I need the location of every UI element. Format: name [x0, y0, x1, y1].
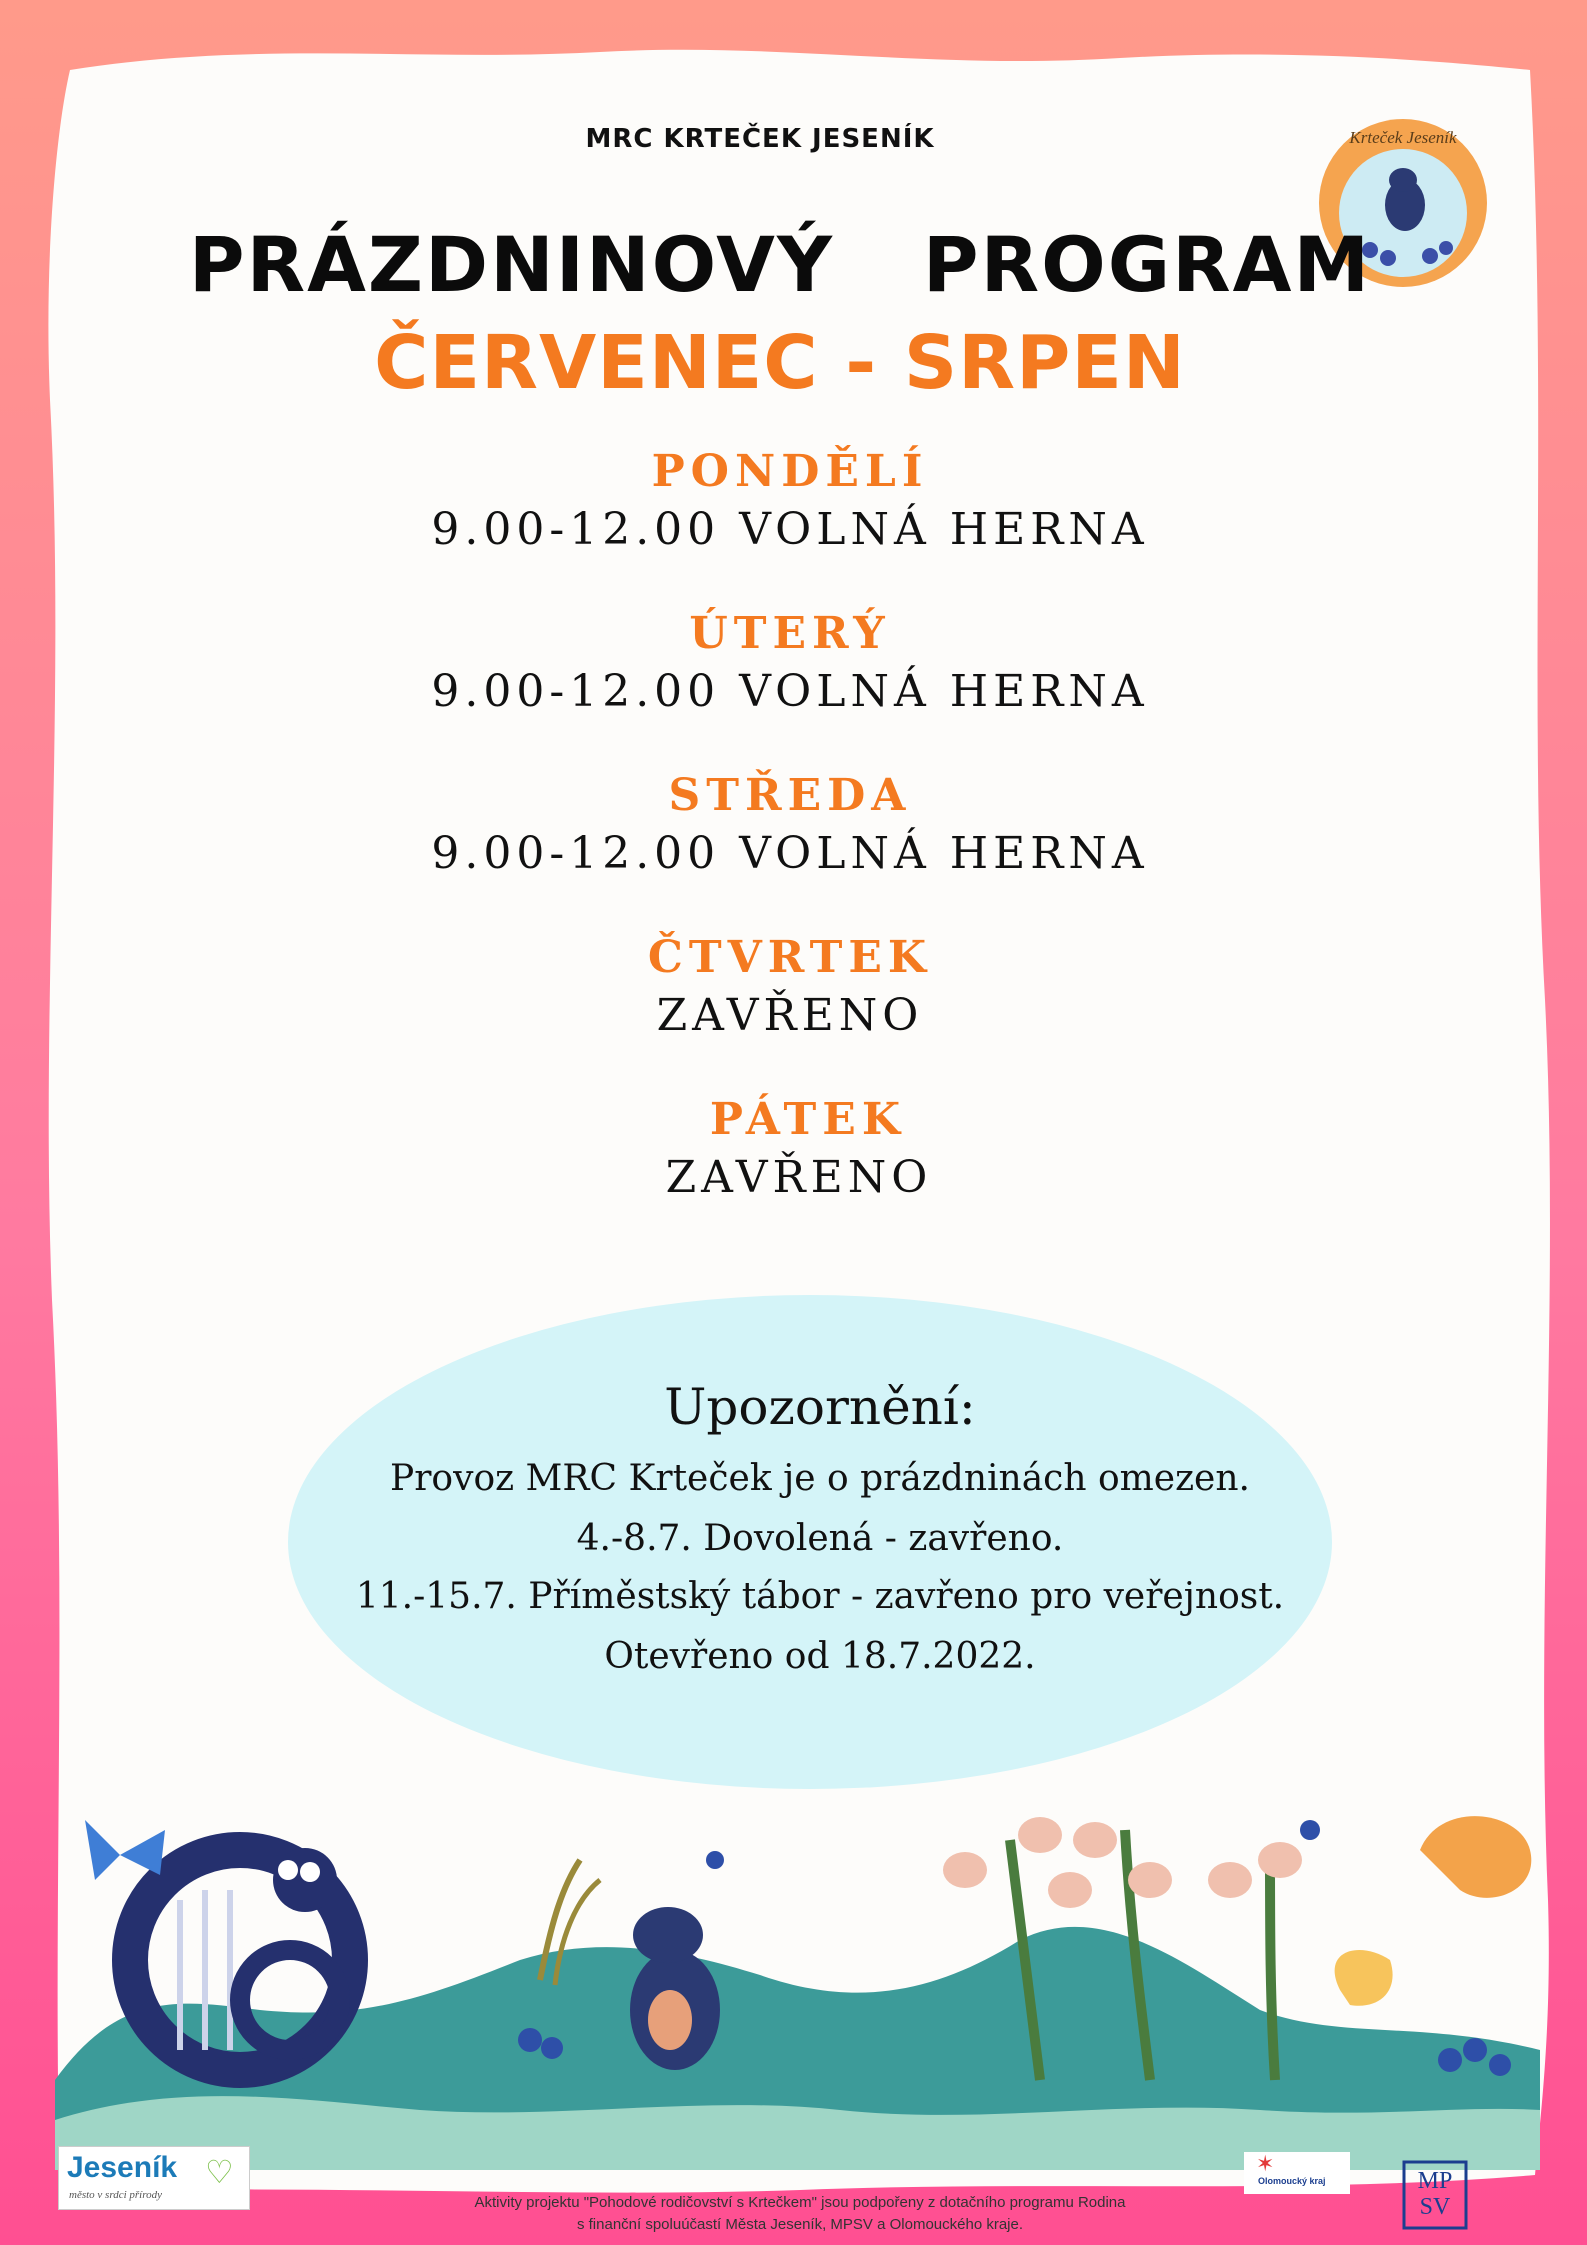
day-name: PÁTEK — [709, 1094, 907, 1145]
badge-label — [1333, 128, 1473, 148]
day-info: 9.00-12.00 VOLNÁ HERNA — [431, 828, 1149, 879]
jesenik-logo — [58, 2146, 250, 2210]
olomoucky-kraj-logo-text: Olomoucký kraj — [1258, 2176, 1326, 2186]
notice-line: Otevřeno od 18.7.2022. — [604, 1636, 1036, 1677]
day-info: 9.00-12.00 VOLNÁ HERNA — [431, 666, 1149, 717]
mpsv-logo-row: MP — [1417, 2168, 1453, 2194]
day-info: ZAVŘENO — [656, 990, 924, 1041]
mpsv-logo — [1402, 2160, 1468, 2230]
footer-note — [300, 2192, 1300, 2236]
org-name: MRC KRTEČEK JESENÍK — [585, 124, 935, 154]
footer-line: s finanční spoluúčastí Města Jeseník, MPSV a Olomouckého kraje. — [576, 2216, 1024, 2233]
day-info: 9.00-12.00 VOLNÁ HERNA — [431, 504, 1149, 555]
notice-line: 11.-15.7. Příměstský tábor - zavřeno pro veřejnost. — [355, 1576, 1285, 1617]
notice-title: Upozornění: — [664, 1378, 976, 1436]
page-title-text: PRÁZDNINOVÝ PROGRAM — [188, 220, 1372, 309]
badge-text: Krteček Jeseník — [1349, 128, 1457, 147]
jesenik-logo-text: Jeseník — [67, 2151, 178, 2184]
day-name: ÚTERÝ — [689, 608, 891, 659]
jesenik-logo-tagline: město v srdci přírody — [69, 2189, 162, 2201]
mpsv-logo-row: SV — [1419, 2194, 1451, 2220]
mpsv-logo-text — [1402, 2168, 1468, 2220]
day-name: STŘEDA — [668, 770, 912, 821]
page-subtitle: ČERVENEC - SRPEN — [374, 320, 1186, 406]
olomoucky-kraj-logo — [1244, 2152, 1350, 2194]
star-icon: ✶ — [1256, 2152, 1275, 2177]
notice-line: 4.-8.7. Dovolená - zavřeno. — [576, 1518, 1064, 1559]
day-info: ZAVŘENO — [665, 1152, 933, 1203]
notice-line: Provoz MRC Krteček je o prázdninách omezen. — [390, 1458, 1250, 1499]
day-name: PONDĚLÍ — [651, 446, 929, 497]
schedule-day — [300, 768, 1280, 884]
page-title — [160, 220, 1400, 309]
day-name: ČTVRTEK — [647, 932, 933, 983]
footer-line: Aktivity projektu "Pohodové rodičovství s Krtečkem" jsou podpořeny z dotačního programu Rodina — [474, 2194, 1126, 2211]
schedule-day — [300, 930, 1280, 1046]
schedule-day — [318, 1092, 1298, 1208]
schedule-day — [300, 444, 1280, 560]
heart-icon: ♡ — [205, 2153, 234, 2191]
schedule-day — [300, 606, 1280, 722]
